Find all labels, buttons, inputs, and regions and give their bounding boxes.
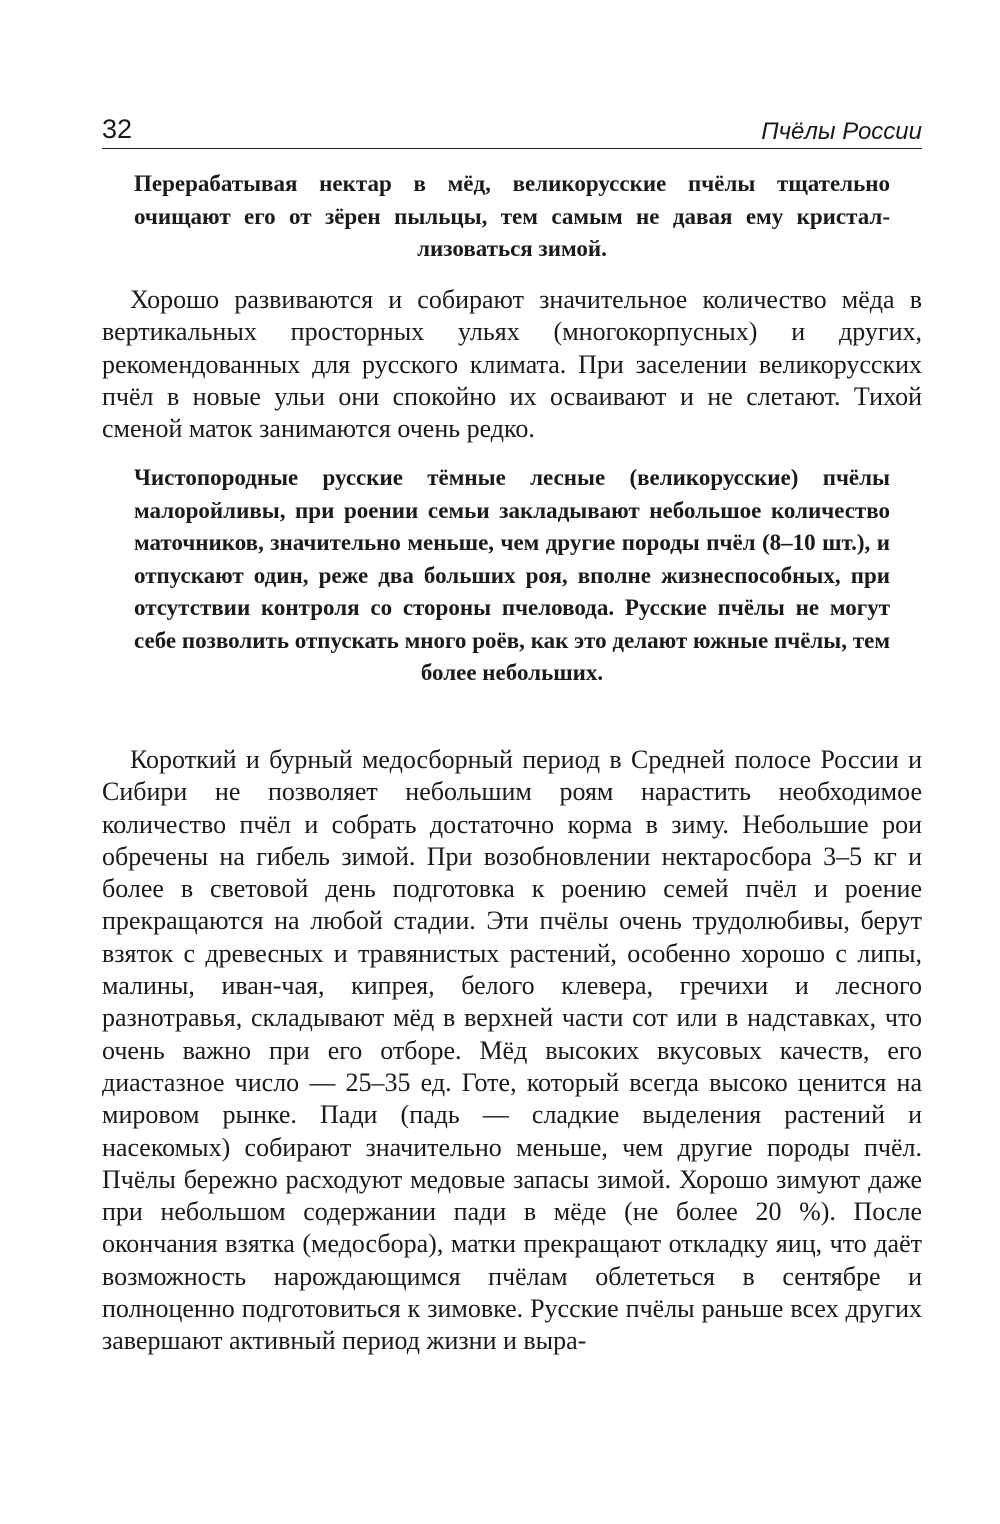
body-paragraph-1: Хорошо развиваются и собирают значительное количество мёда в вертикальных просторных ульях (многокорпусных) и других, рекомендованных для русского климата. При заселении великорусских пчёл в новые ульи они спокойно их осваивают и не слетают. Тихой сменой маток занимаются очень редко. — [102, 285, 922, 444]
highlighted-paragraph-1: Перерабатывая нектар в мёд, великорусские пчёлы тщательно очищают его от зёрен пыльцы, тем самым не давая ему кристаллизоваться зимой. — [134, 171, 890, 261]
running-header — [102, 108, 922, 149]
page-number: 32 — [102, 114, 133, 144]
running-title: Пчёлы России — [761, 118, 922, 145]
highlighted-paragraph-2: Чистопородные русские тёмные лесные (великорусские) пчёлы малоройливы, при роении семьи закладывают небольшое количество маточников, значительно меньше, чем другие породы пчёл (8–10 шт.), и отпускают один, реже два больших роя, вполне жизнеспособных, при отсутствии контроля со стороны пчеловода. Русские пчёлы не могут себе позволить отпускать много роёв, как это делают южные пчёлы, тем более небольших. — [134, 465, 890, 685]
body-paragraph-2: Короткий и бурный медосборный период в Средней полосе России и Сибири не позволяет небольшим роям нарастить необходимое количество пчёл и собрать достаточно корма в зиму. Небольшие рои обречены на гибель зимой. При возобновлении нектаросбора 3–5 кг и более в световой день подготовка к роению семей пчёл и роение прекращаются на любой стадии. Эти пчёлы очень трудолюбивы, берут взяток с древесных и травянистых растений, особенно хорошо с липы, малины, иван-чая, кипрея, белого клевера, гречихи и лесного разнотравья, складывают мёд в верхней части сот или в надставках, что очень важно при его отборе. Мёд высоких вкусовых качеств, его диастазное число — 25–35 ед. Готе, который всегда высоко ценится на мировом рынке. Пади (падь — сладкие выделения растений и насекомых) собирают значительно меньше, чем другие породы пчёл. Пчёлы бережно расходуют медовые запасы зимой. Хорошо зимуют даже при небольшом содержании пади в мёде (не более 20 %). После окончания взятка (медосбора), матки прекращают откладку яиц, что даёт возможность нарождающимся пчёлам облететься в сентябре и полноценно подготовиться к зимовке. Русские пчёлы раньше всех других завершают активный период жизни и выра- — [102, 745, 922, 1356]
